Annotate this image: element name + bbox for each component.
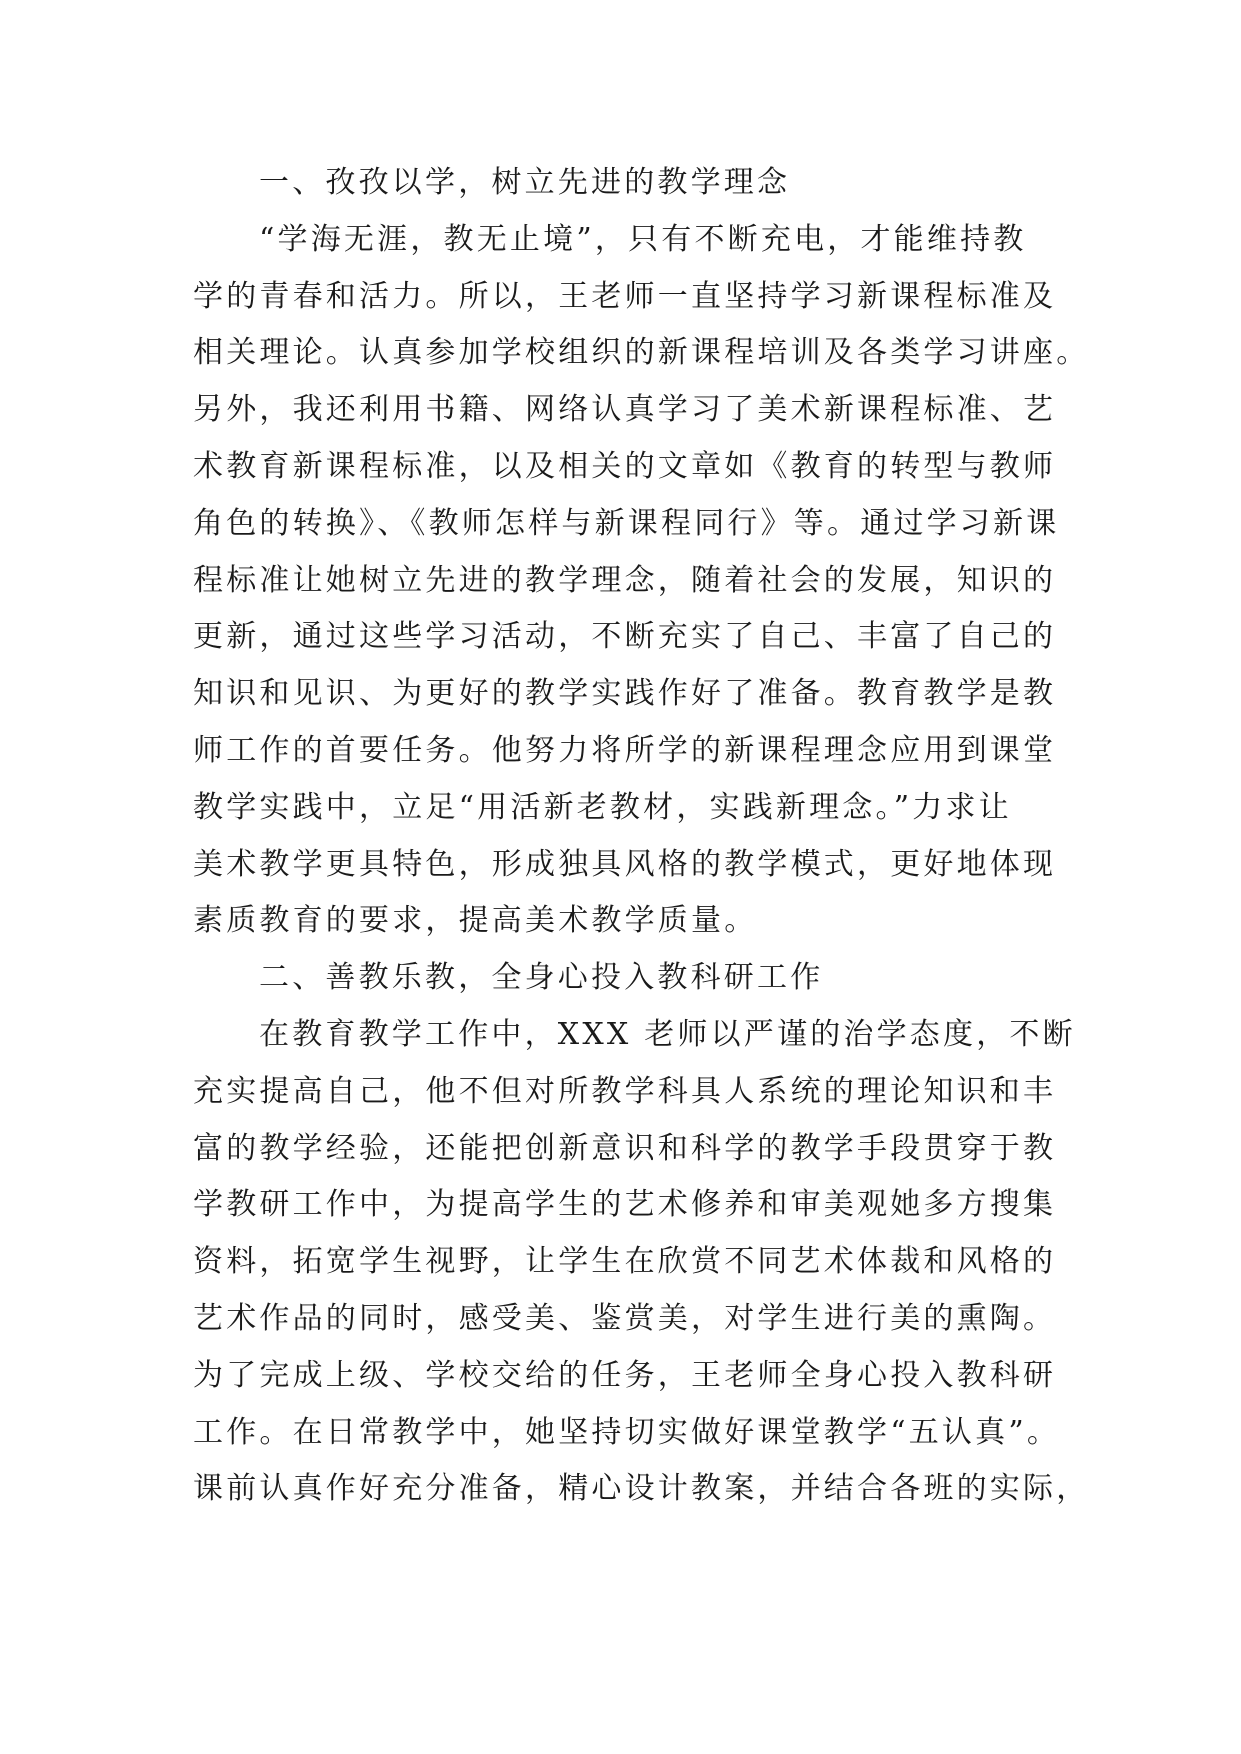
paragraph-1-line: 另外，我还利用书籍、网络认真学习了美术新课程标准、艺 [193, 392, 1057, 428]
section-heading-1: 一、孜孜以学，树立先进的教学理念 [259, 165, 791, 200]
paragraph-2-line: 工作。在日常教学中，她坚持切实做好课堂教学“五认真”。 [193, 1414, 1061, 1450]
section-heading-2: 二、善教乐教，全身心投入教科研工作 [259, 960, 824, 996]
paragraph-2-line: 充实提高自己，他不但对所教学科具人系统的理论知识和丰 [193, 1073, 1057, 1109]
paragraph-1-line: 术教育新课程标准，以及相关的文章如《教育的转型与教师 [193, 448, 1057, 484]
paragraph-2-line: 为了完成上级、学校交给的任务，王老师全身心投入教科研 [193, 1357, 1057, 1393]
paragraph-2-line: 课前认真作好充分准备，精心设计教案，并结合各班的实际， [193, 1471, 1090, 1507]
paragraph-2-line: 富的教学经验，还能把创新意识和科学的教学手段贯穿于教 [193, 1130, 1057, 1166]
paragraph-1-first-line: “学海无涯，教无止境”，只有不断充电，才能维持教 [259, 221, 1027, 257]
paragraph-1-line: 教学实践中，立足“用活新老教材，实践新理念。”力求让 [193, 789, 1012, 825]
paragraph-2-line: 艺术作品的同时，感受美、鉴赏美，对学生进行美的熏陶。 [193, 1300, 1057, 1336]
paragraph-1-line: 程标准让她树立先进的教学理念，随着社会的发展，知识的 [193, 562, 1057, 598]
paragraph-2-first-line: 在教育教学工作中，XXX 老师以严谨的治学态度，不断 [259, 1016, 1076, 1052]
paragraph-2-line: 学教研工作中，为提高学生的艺术修养和审美观她多方搜集 [193, 1187, 1057, 1223]
paragraph-1-line: 素质教育的要求，提高美术教学质量。 [193, 903, 758, 939]
paragraph-1-line: 相关理论。认真参加学校组织的新课程培训及各类学习讲座。 [193, 335, 1090, 371]
document-body [193, 155, 1090, 1518]
paragraph-1-line: 知识和见识、为更好的教学实践作好了准备。教育教学是教 [193, 676, 1057, 712]
paragraph-1-line: 美术教学更具特色，形成独具风格的教学模式，更好地体现 [193, 846, 1057, 882]
paragraph-1-line: 角色的转换》、《教师怎样与新课程同行》等。通过学习新课 [193, 505, 1060, 541]
paragraph-2-line: 资料，拓宽学生视野，让学生在欣赏不同艺术体裁和风格的 [193, 1244, 1057, 1280]
paragraph-1-line: 更新，通过这些学习活动，不断充实了自己、丰富了自己的 [193, 619, 1057, 655]
paragraph-1-line: 学的青春和活力。所以，王老师一直坚持学习新课程标准及 [193, 278, 1057, 314]
paragraph-1-line: 师工作的首要任务。他努力将所学的新课程理念应用到课堂 [193, 732, 1057, 768]
